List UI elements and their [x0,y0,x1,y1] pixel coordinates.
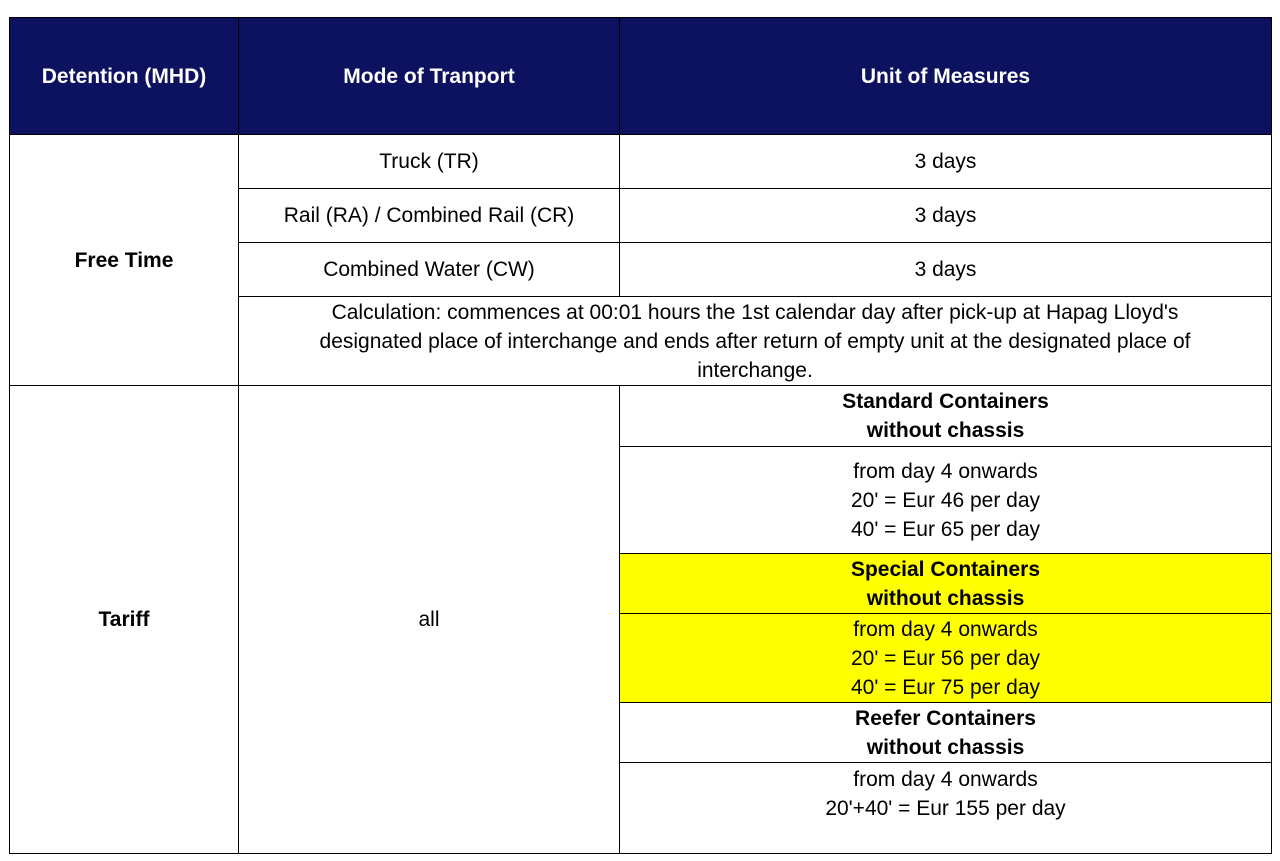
value-rail: 3 days [620,189,1272,243]
free-time-row-truck [10,135,1272,189]
special-title-line2: without chassis [866,586,1025,610]
mode-water: Combined Water (CW) [239,243,620,297]
header-detention: Detention (MHD) [10,18,239,135]
standard-title-line2: without chassis [866,419,1025,442]
tariff-row-standard-title [10,386,1272,447]
calculation-note: Calculation: commences at 00:01 hours the 1st calendar day after pick-up at Hapag Lloyd's designated place of interchange and ends after return of empty unit at the designated place of interchange. [239,297,1272,386]
special-rate-line3: 40' = Eur 75 per day [850,675,1041,699]
tariff-mode: all [239,386,620,854]
reefer-title-line2: without chassis [866,735,1025,759]
standard-containers-title [620,386,1272,447]
reefer-rate-line2: 20'+40' = Eur 155 per day [825,797,1066,820]
special-title-line1: Special Containers [850,557,1041,581]
standard-rate-line1: from day 4 onwards [853,459,1038,483]
reefer-containers-title [620,703,1272,763]
reefer-containers-rates [620,763,1272,854]
tariff-label: Tariff [10,386,239,854]
value-truck: 3 days [620,135,1272,189]
standard-rate-line3: 40' = Eur 65 per day [850,517,1041,541]
header-row [10,18,1272,135]
mode-rail: Rail (RA) / Combined Rail (CR) [239,189,620,243]
special-rate-line1: from day 4 onwards [853,617,1038,641]
special-containers-title [620,554,1272,614]
reefer-title-line1: Reefer Containers [855,706,1036,730]
detention-tariff-table [9,17,1272,854]
header-mode-of-transport: Mode of Tranport [239,18,620,135]
standard-title-line1: Standard Containers [842,390,1049,413]
mode-truck: Truck (TR) [239,135,620,189]
reefer-rate-line1: from day 4 onwards [853,768,1038,791]
standard-rate-line2: 20' = Eur 46 per day [850,488,1041,512]
special-rate-line2: 20' = Eur 56 per day [850,646,1041,670]
special-containers-rates [620,614,1272,703]
value-water: 3 days [620,243,1272,297]
standard-containers-rates [620,447,1272,554]
header-unit-of-measures: Unit of Measures [620,18,1272,135]
free-time-label: Free Time [10,135,239,386]
